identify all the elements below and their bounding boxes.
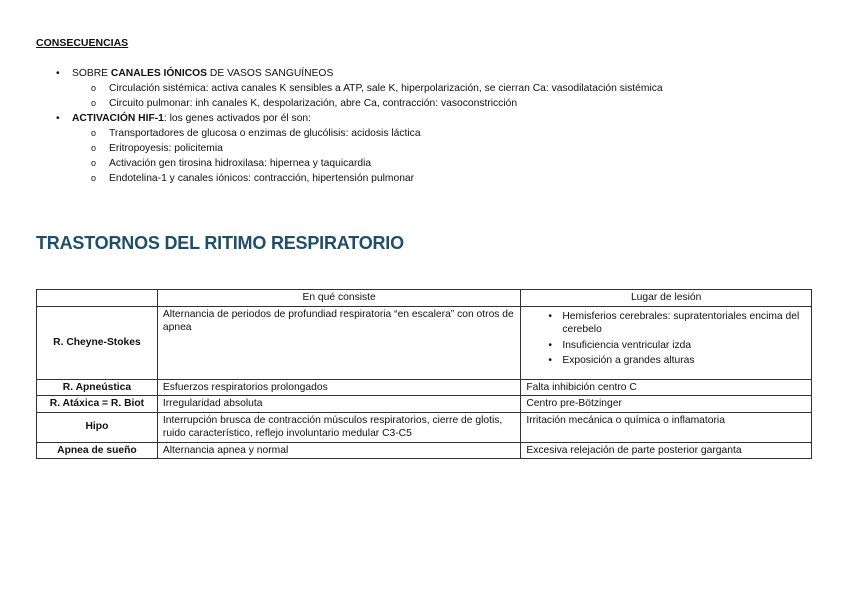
table-header-cell: En qué consiste [157, 290, 520, 307]
table-row [37, 412, 812, 442]
list-item [36, 111, 836, 126]
row-name-cell: Apnea de sueño [37, 442, 158, 459]
sub-list-item: o Transportadores de glucosa o enzimas de glucólisis: acidosis láctica [36, 126, 836, 141]
row-name-cell: R. Atáxica = R. Biot [37, 396, 158, 413]
section-title: TRASTORNOS DEL RITIMO RESPIRATORIO [36, 233, 404, 253]
lugar-cell: Irritación mecánica o química o inflamatoria [521, 412, 812, 442]
item-bold: CANALES IÓNICOS [110, 68, 208, 79]
row-name-cell: R. Apneústica [37, 379, 158, 396]
lugar-cell: Excesiva relejación de parte posterior garganta [521, 442, 812, 459]
lugar-list [526, 310, 806, 368]
list-item: • Insuficiencia ventricular izda [546, 339, 806, 353]
consecuencias-list [36, 66, 836, 186]
list-item: • Exposición a grandes alturas [546, 354, 806, 368]
list-item [36, 66, 836, 81]
table-row [37, 379, 812, 396]
item-suffix: : los genes activados por él son: [163, 113, 312, 124]
consiste-cell: Esfuerzos respiratorios prolongados [157, 379, 520, 396]
table-row [37, 442, 812, 459]
sub-list-item: o Circuito pulmonar: inh canales K, despolarización, abre Ca, contracción: vasoconstricción [36, 96, 836, 111]
consiste-cell: Irregularidad absoluta [157, 396, 520, 413]
sub-list-item: o Eritropoyesis: policitemia [36, 141, 836, 156]
table-header-cell [37, 290, 158, 307]
table-row [37, 306, 812, 379]
consecuencias-heading: CONSECUENCIAS [36, 37, 129, 49]
item-prefix: SOBRE [72, 68, 111, 79]
lugar-cell: Falta inhibición centro C [521, 379, 812, 396]
row-name-cell: R. Cheyne-Stokes [37, 306, 158, 379]
consiste-cell: Alternancia de periodos de profundiad respiratoria “en escalera” con otros de apnea [157, 306, 520, 379]
list-item: • Hemisferios cerebrales: supratentoriales encima del cerebelo [546, 310, 806, 337]
lugar-cell [521, 306, 812, 379]
sub-list-item: o Endotelina-1 y canales iónicos: contracción, hipertensión pulmonar [36, 171, 836, 186]
sub-list-item: o Activación gen tirosina hidroxilasa: hipernea y taquicardia [36, 156, 836, 171]
consiste-cell: Interrupción brusca de contracción músculos respiratorios, cierre de glotis, ruido característico, reflejo involuntario medular C3-C5 [157, 412, 520, 442]
consiste-cell: Alternancia apnea y normal [157, 442, 520, 459]
row-name-cell: Hipo [37, 412, 158, 442]
trastornos-table [36, 289, 812, 459]
lugar-cell: Centro pre-Bötzinger [521, 396, 812, 413]
table-row [37, 396, 812, 413]
item-bold: ACTIVACIÓN HIF-1 [72, 113, 164, 124]
table-header-cell: Lugar de lesión [521, 290, 812, 307]
table-header-row [37, 290, 812, 307]
item-suffix: DE VASOS SANGUÍNEOS [207, 68, 334, 79]
sub-list-item: o Circulación sistémica: activa canales K sensibles a ATP, sale K, hiperpolarización, se cierran Ca: vasodilatación sistémica [36, 81, 836, 96]
